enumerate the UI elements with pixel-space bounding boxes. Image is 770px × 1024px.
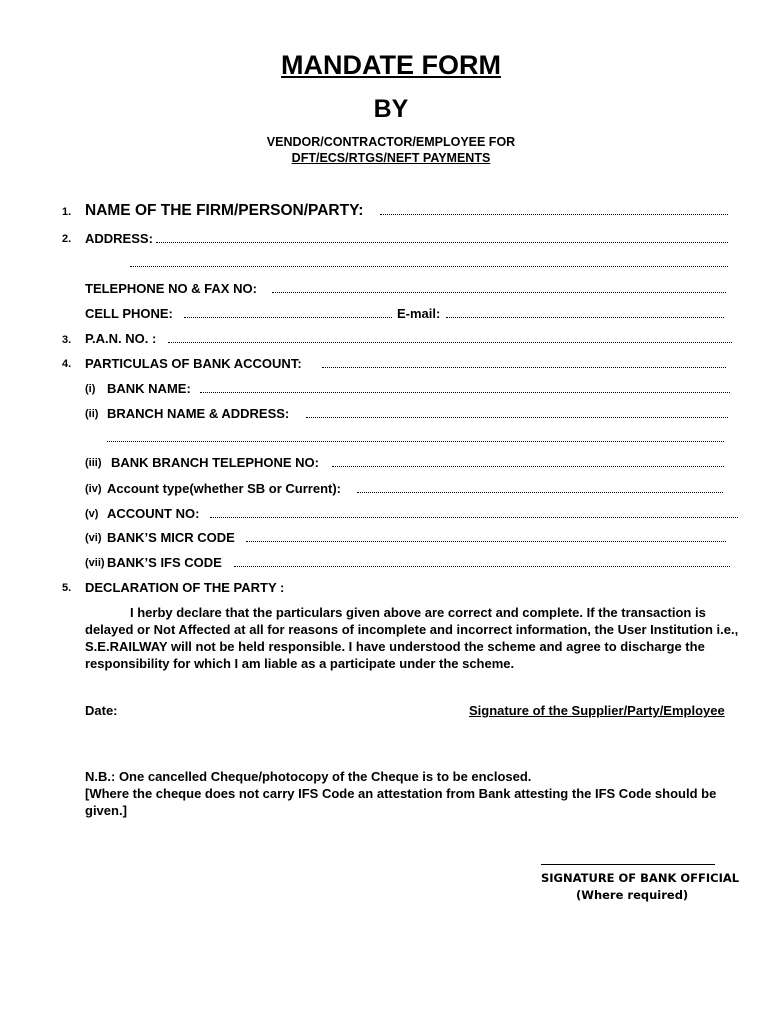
sub-item-iii: (iii) [85,457,102,469]
address-label: ADDRESS: [85,231,153,246]
bank-official-signature-line[interactable] [541,864,715,865]
account-no-field[interactable] [210,517,738,518]
branch-telephone-field[interactable] [332,466,724,467]
item-number-1: 1. [62,206,72,218]
declaration-label: DECLARATION OF THE PARTY : [85,580,285,595]
sub-item-ii: (ii) [85,408,99,420]
supplier-signature-label: Signature of the Supplier/Party/Employee [469,703,725,718]
sub-item-vi: (vi) [85,532,102,544]
telephone-label: TELEPHONE NO & FAX NO: [85,281,257,296]
branch-name-field-line2[interactable] [107,441,724,442]
pan-label: P.A.N. NO. : [85,331,157,346]
telephone-field[interactable] [272,292,726,293]
branch-name-label: BRANCH NAME & ADDRESS: [107,406,290,421]
bank-name-label: BANK NAME: [107,381,191,396]
sub-item-vii: (vii) [85,557,105,569]
nb-note-line2: [Where the cheque does not carry IFS Code an attestation from Bank attesting the IFS Code should be given.] [85,786,717,818]
account-no-label: ACCOUNT NO: [107,506,200,521]
branch-name-field-line1[interactable] [306,417,728,418]
cell-phone-field[interactable] [184,317,392,318]
email-field[interactable] [446,317,724,318]
item-number-2: 2. [62,233,72,245]
pan-field[interactable] [168,342,732,343]
date-label: Date: [85,703,118,718]
bank-official-signature-label: SIGNATURE OF BANK OFFICIAL [541,871,740,885]
name-field[interactable] [380,214,728,215]
bank-name-field[interactable] [200,392,730,393]
form-by: BY [373,95,409,123]
bank-account-field[interactable] [322,367,726,368]
ifs-code-label: BANK’S IFS CODE [107,555,222,570]
form-subtitle-line1: VENDOR/CONTRACTOR/EMPLOYEE FOR [266,135,516,149]
item-number-3: 3. [62,334,72,346]
name-label: NAME OF THE FIRM/PERSON/PARTY: [85,202,364,219]
sub-item-i: (i) [85,383,96,395]
account-type-label: Account type(whether SB or Current): [107,481,342,496]
address-field-line2[interactable] [130,266,728,267]
cell-phone-label: CELL PHONE: [85,306,173,321]
address-field-line1[interactable] [156,242,728,243]
item-number-5: 5. [62,582,72,594]
account-type-field[interactable] [357,492,723,493]
sub-item-v: (v) [85,508,99,520]
nb-note-line1: N.B.: One cancelled Cheque/photocopy of the Cheque is to be enclosed. [85,769,532,784]
branch-telephone-label: BANK BRANCH TELEPHONE NO: [111,455,319,470]
where-required-label: (Where required) [576,888,689,902]
form-subtitle-line2: DFT/ECS/RTGS/NEFT PAYMENTS [291,151,491,165]
form-title: MANDATE FORM [281,50,501,80]
micr-code-label: BANK’S MICR CODE [107,530,235,545]
declaration-text: I herby declare that the particulars given above are correct and complete. If the transaction is delayed or Not Affected at all for reasons of incomplete and incorrect information, the User Institution i.e., S.E.RAILWAY will not be held responsible. I have understood the scheme and agree to discharge the responsibility for which I am liable as a participate under the scheme. [85,605,739,671]
micr-code-field[interactable] [246,541,726,542]
sub-item-iv: (iv) [85,483,102,495]
bank-account-label: PARTICULAS OF BANK ACCOUNT: [85,356,302,371]
email-label: E-mail: [397,306,441,321]
item-number-4: 4. [62,358,72,370]
ifs-code-field[interactable] [234,566,730,567]
